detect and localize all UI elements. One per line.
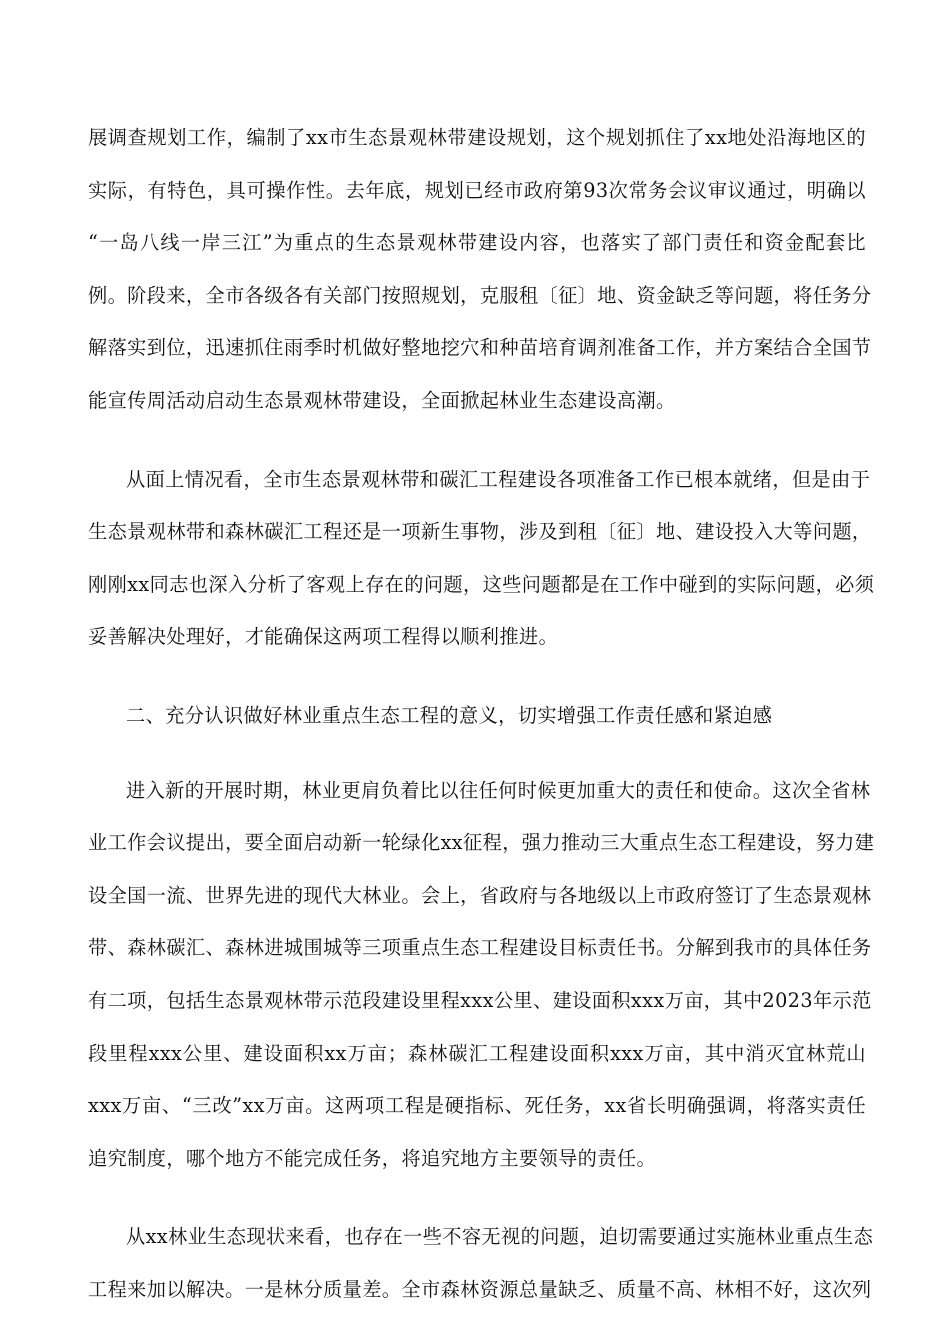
paragraph-spacer	[88, 670, 866, 696]
section-heading	[88, 696, 866, 749]
paragraph	[88, 118, 872, 434]
paragraph-spacer	[88, 1191, 866, 1217]
text-line: 业工作会议提出，要全面启动新一轮绿化xx征程，强力推动三大重点生态工程建设，努力建	[88, 831, 875, 855]
text-line: 刚刚xx同志也深入分析了客观上存在的问题，这些问题都是在工作中碰到的实际问题，必须	[88, 572, 875, 596]
text-line: 段里程xxx公里、建设面积xx万亩；森林碳汇工程建设面积xxx万亩，其中消灭宜林荒山	[88, 1041, 866, 1065]
text-line: 进入新的开展时期，林业更肩负着比以往任何时候更加重大的责任和使命。这次全省林	[126, 778, 871, 802]
text-line: 追究制度，哪个地方不能完成任务，将追究地方主要领导的责任。	[88, 1146, 657, 1170]
text-line: 设全国一流、世界先进的现代大林业。会上，省政府与各地级以上市政府签订了生态景观林	[88, 883, 872, 907]
text-line: 解落实到位，迅速抓住雨季时机做好整地挖穴和种苗培育调剂准备工作，并方案结合全国节	[88, 336, 872, 360]
document-body	[88, 118, 875, 1322]
text-line: xxx万亩、“三改”xx万亩。这两项工程是硬指标、死任务，xx省长明确强调，将落实责任	[88, 1094, 866, 1118]
text-line: 生态景观林带和森林碳汇工程还是一项新生事物，涉及到租〔征〕地、建设投入大等问题，	[88, 520, 872, 544]
text-line: 实际，有特色，具可操作性。去年底，规划已经市政府第93次常务会议审议通过，明确以	[88, 178, 866, 202]
paragraph	[88, 460, 875, 670]
text-line: 工程来加以解决。一是林分质量差。全市森林资源总量缺乏、质量不高、林相不好，这次列	[88, 1277, 872, 1301]
text-line: 能宣传周活动启动生态景观林带建设，全面掀起林业生态建设高潮。	[88, 388, 676, 412]
text-line: 带、森林碳汇、森林进城围城等三项重点生态工程建设目标责任书。分解到我市的具体任务	[88, 936, 872, 960]
paragraph-spacer	[88, 434, 866, 460]
text-line: 展调查规划工作，编制了xx市生态景观林带建设规划，这个规划抓住了xx地处沿海地区的	[88, 126, 866, 149]
heading-line: 二、充分认识做好林业重点生态工程的意义，切实增强工作责任感和紧迫感	[126, 703, 773, 727]
text-line: 例。阶段来，全市各级各有关部门按照规划，克服租〔征〕地、资金缺乏等问题，将任务分	[88, 283, 872, 307]
text-line: 有二项，包括生态景观林带示范段建设里程xxx公里、建设面积xxx万亩，其中2023年示范	[88, 988, 872, 1012]
text-line: 从面上情况看，全市生态景观林带和碳汇工程建设各项准备工作已根本就绪，但是由于	[126, 467, 871, 491]
paragraph	[88, 771, 875, 1192]
text-line: “一岛八线一岸三江”为重点的生态景观林带建设内容，也落实了部门责任和资金配套比	[88, 231, 866, 255]
paragraph-spacer	[88, 749, 866, 771]
text-line: 从xx林业生态现状来看，也存在一些不容无视的问题，迫切需要通过实施林业重点生态	[126, 1225, 874, 1249]
paragraph	[88, 1217, 874, 1322]
text-line: 妥善解决处理好，才能确保这两项工程得以顺利推进。	[88, 625, 559, 649]
